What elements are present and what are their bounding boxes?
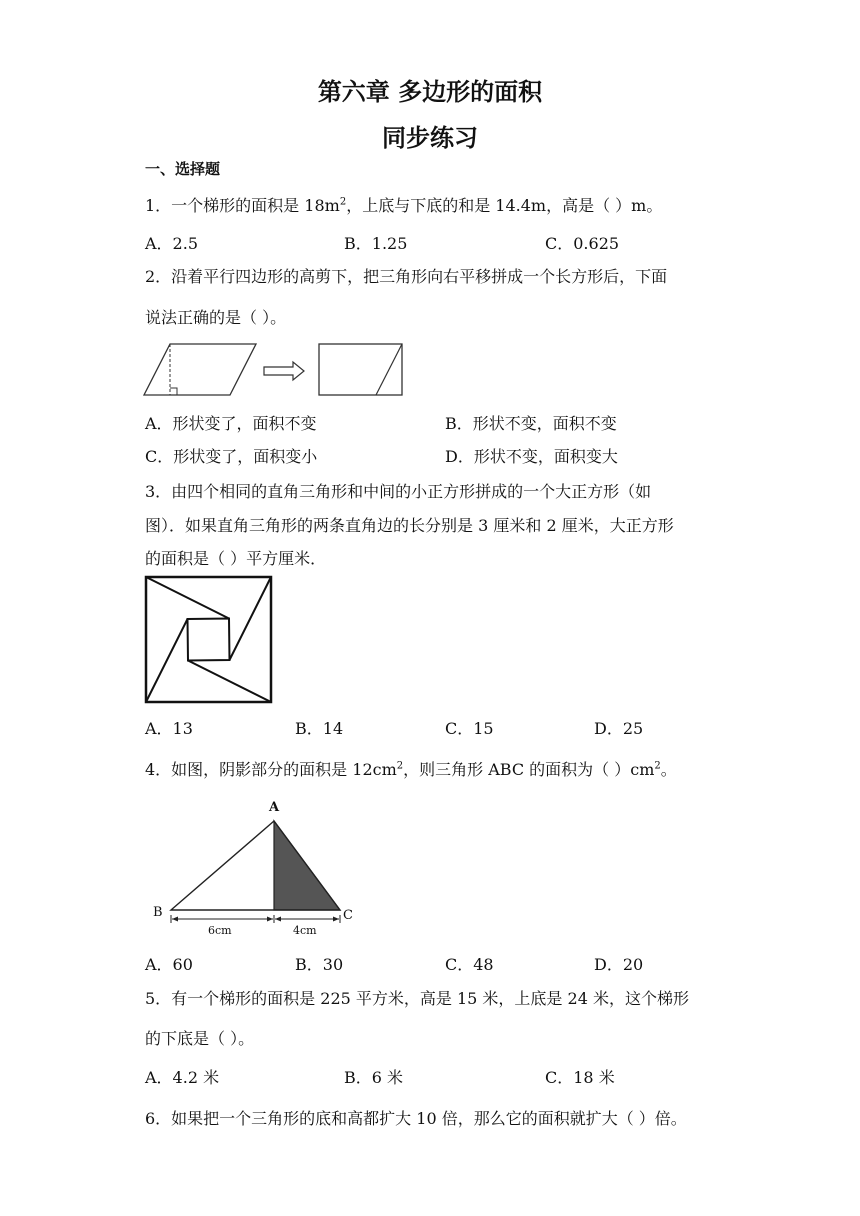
question-3-line-3: 的面积是（ ）平方厘米． bbox=[145, 549, 327, 568]
right-angle-mark bbox=[170, 388, 177, 395]
q3-pinwheel-figure bbox=[144, 575, 274, 705]
inner-square bbox=[188, 619, 230, 661]
question-3-line-1: 3．由四个相同的直角三角形和中间的小正方形拼成的一个大正方形（如 bbox=[145, 482, 652, 501]
vertex-label-a: A bbox=[269, 800, 280, 815]
question-2-line-2: 说法正确的是（ ）。 bbox=[145, 308, 287, 327]
q3-option-d[interactable]: D．25 bbox=[594, 719, 644, 738]
question-3-line-2: 图）．如果直角三角形的两条直角边的长分别是 3 厘米和 2 厘米，大正方形 bbox=[145, 516, 674, 535]
q4-triangle-figure bbox=[145, 795, 370, 945]
question-5-line-1: 5．有一个梯形的面积是 225 平方米，高是 15 米，上底是 24 米，这个梯形 bbox=[145, 989, 689, 1008]
q5-option-a[interactable]: A．4.2 米 bbox=[145, 1068, 220, 1087]
q5-option-b[interactable]: B．6 米 bbox=[344, 1068, 404, 1087]
q2-option-d[interactable]: D．形状不变，面积变大 bbox=[445, 447, 618, 466]
question-2-line-1: 2．沿着平行四边形的高剪下，把三角形向右平移拼成一个长方形后，下面 bbox=[145, 267, 668, 286]
vertex-label-c: C bbox=[343, 908, 353, 923]
q4-option-a[interactable]: A．60 bbox=[145, 955, 193, 974]
page-title: 第六章 多边形的面积 bbox=[317, 78, 543, 106]
q3-option-b[interactable]: B．14 bbox=[295, 719, 344, 738]
question-4-text-b: ，则三角形 ABC 的面积为（ ）cm bbox=[403, 760, 655, 779]
question-1-text-b: ，上底与下底的和是 14.4m，高是（ ）m。 bbox=[346, 196, 663, 215]
q2-option-b[interactable]: B．形状不变，面积不变 bbox=[445, 414, 617, 433]
question-1 bbox=[145, 193, 662, 216]
section-heading: 一、选择题 bbox=[145, 160, 221, 178]
question-4 bbox=[145, 757, 677, 780]
q2-option-c[interactable]: C．形状变了，面积变小 bbox=[145, 447, 318, 466]
cut-line bbox=[376, 344, 402, 395]
page-subtitle: 同步练习 bbox=[382, 124, 478, 152]
q2-option-a[interactable]: A．形状变了，面积不变 bbox=[145, 414, 317, 433]
outer-square bbox=[146, 577, 271, 702]
q3-option-a[interactable]: A．13 bbox=[145, 719, 193, 738]
question-1-sup: 2 bbox=[339, 196, 347, 208]
q3-option-c[interactable]: C．15 bbox=[445, 719, 494, 738]
q4-option-d[interactable]: D．20 bbox=[594, 955, 644, 974]
q1-option-c[interactable]: C．0.625 bbox=[545, 234, 620, 253]
question-4-sup-2: 2 bbox=[654, 760, 661, 772]
vertex-label-b: B bbox=[153, 905, 163, 920]
length-label-left: 6cm bbox=[208, 924, 232, 937]
question-5-line-2: 的下底是（ ）。 bbox=[145, 1029, 255, 1048]
question-6: 6．如果把一个三角形的底和高都扩大 10 倍，那么它的面积就扩大（ ）倍。 bbox=[145, 1109, 687, 1128]
length-label-right: 4cm bbox=[293, 924, 317, 937]
q1-option-b[interactable]: B．1.25 bbox=[344, 234, 408, 253]
q4-option-b[interactable]: B．30 bbox=[295, 955, 344, 974]
q2-figure bbox=[140, 338, 410, 398]
parallelogram-shape bbox=[144, 344, 256, 395]
question-1-text-a: 1．一个梯形的面积是 18m bbox=[145, 196, 340, 215]
question-4-sup-1: 2 bbox=[396, 760, 404, 772]
question-4-text-c: 。 bbox=[660, 760, 677, 779]
q4-option-c[interactable]: C．48 bbox=[445, 955, 494, 974]
question-4-text-a: 4．如图，阴影部分的面积是 12cm bbox=[145, 760, 397, 779]
q5-option-c[interactable]: C．18 米 bbox=[545, 1068, 615, 1087]
q1-option-a[interactable]: A．2.5 bbox=[145, 234, 199, 253]
arrow-icon bbox=[264, 362, 304, 380]
